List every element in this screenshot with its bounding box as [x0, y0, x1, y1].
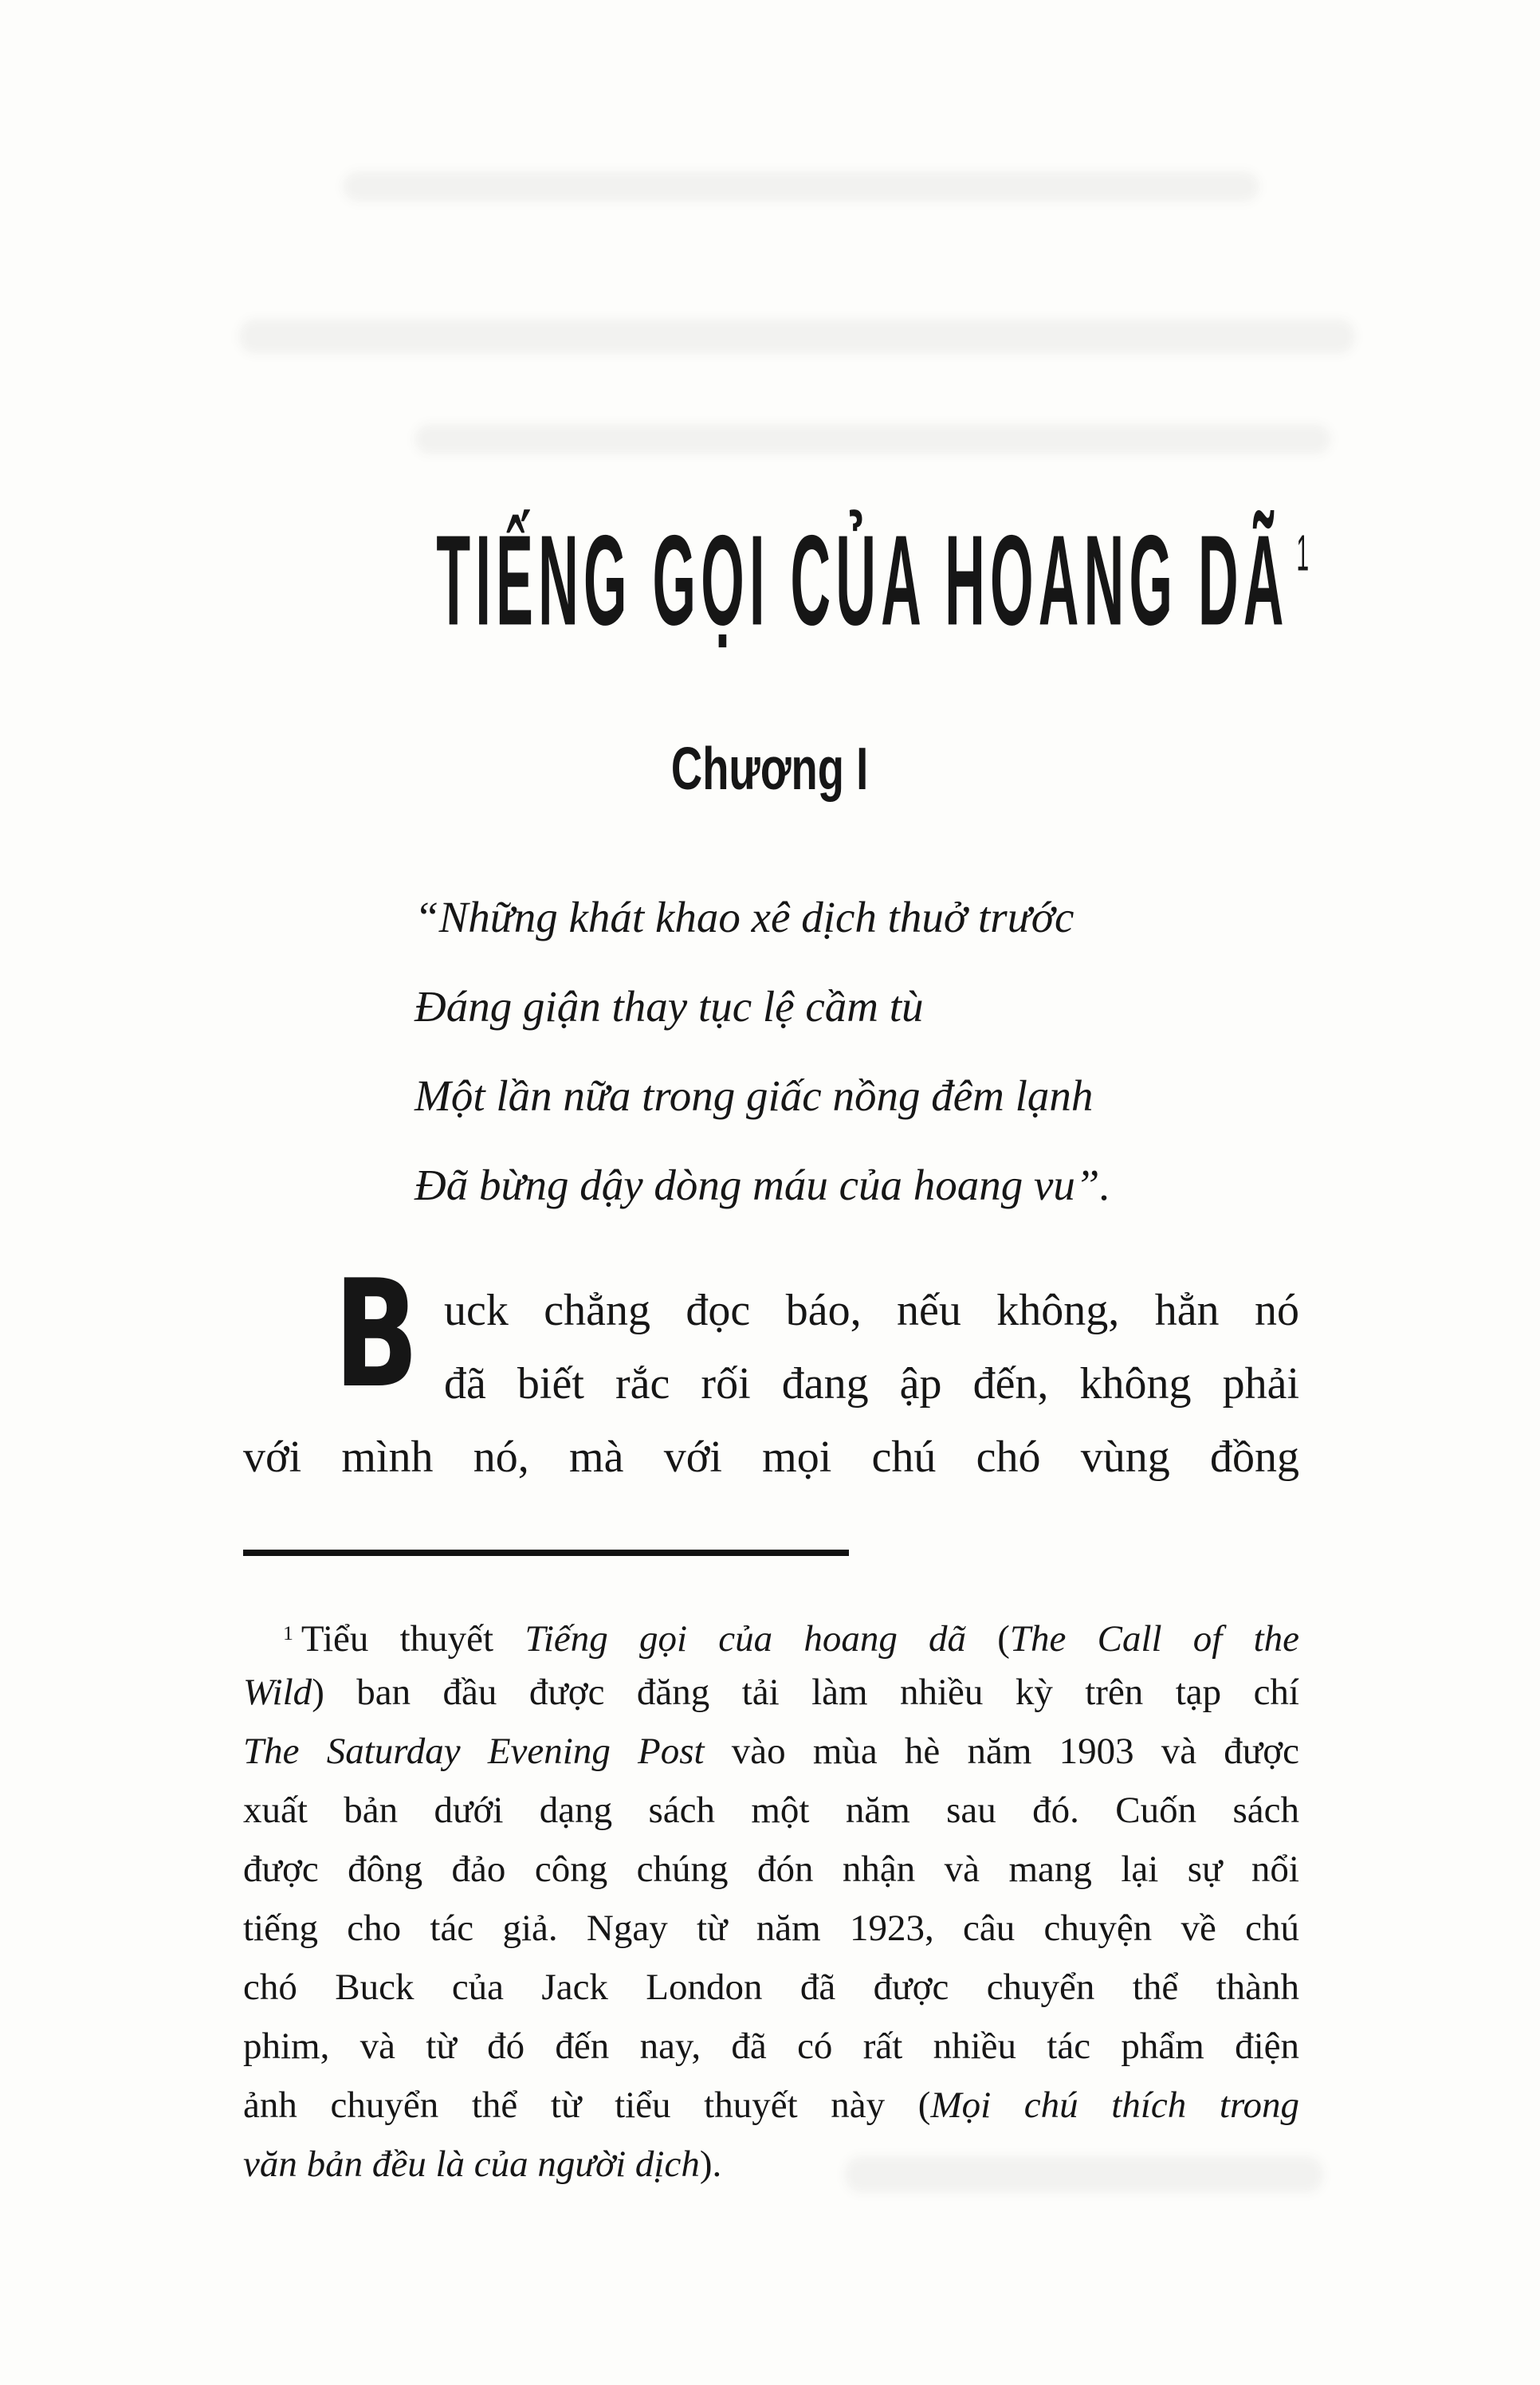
footnote-separator: [243, 1550, 849, 1556]
book-title-text: TIẾNG GỌI CỦA HOANG DÃ: [436, 508, 1289, 652]
body-line-3: với mình nó, mà với mọi chú chó vùng đồng: [243, 1432, 1299, 1482]
chapter-heading: [0, 735, 1540, 803]
drop-cap: [334, 1248, 428, 1420]
title-footnote-marker: 1: [1296, 524, 1310, 582]
footnote-line-2: Wild) ban đầu được đăng tải làm nhiều kỳ trên tạp chí: [243, 1672, 1299, 1713]
body-line-1: uck chẳng đọc báo, nếu không, hẳn nó: [444, 1286, 1299, 1335]
footnote-line-1: $^1$ Tiểu thuyết Tiếng gọi của hoang dã (The Call of the: [283, 1618, 1300, 1660]
footnote: [243, 1604, 1299, 2194]
chapter-heading-text: Chương I: [671, 736, 869, 803]
epigraph-poem: [414, 873, 1110, 1230]
poem-line-3: Một lần nữa trong giấc nồng đêm lạnh: [414, 1071, 1094, 1120]
footnote-line-5: được đông đảo công chúng đón nhận và mang lại sự nổi: [243, 1849, 1299, 1890]
body-paragraph: [243, 1248, 1299, 1494]
poem-line-4: Đã bừng dậy dòng máu của hoang vu”.: [414, 1161, 1111, 1209]
footnote-line-6: tiếng cho tác giả. Ngay từ năm 1923, câu chuyện về chú: [243, 1908, 1299, 1949]
poem-line-1: “Những khát khao xê dịch thuở trước: [414, 893, 1074, 941]
scan-smudge: [414, 424, 1331, 454]
footnote-line-3: The Saturday Evening Post vào mùa hè năm 1903 và được: [243, 1731, 1299, 1772]
scan-smudge: [343, 171, 1259, 202]
footnote-line-4: xuất bản dưới dạng sách một năm sau đó. Cuốn sách: [243, 1790, 1299, 1831]
footnote-line-7: chó Buck của Jack London đã được chuyển thể thành: [243, 1967, 1299, 2008]
book-title-inner: [436, 506, 1309, 654]
footnote-line-10: văn bản đều là của người dịch).: [243, 2143, 722, 2185]
scan-smudge: [239, 319, 1355, 354]
poem-line-2: Đáng giận thay tục lệ cầm tù: [414, 982, 924, 1031]
footnote-line-9: ảnh chuyển thể từ tiểu thuyết này (Mọi chú thích trong: [243, 2084, 1300, 2126]
body-line-2: đã biết rắc rối đang ập đến, không phải: [444, 1359, 1299, 1409]
book-title: [0, 506, 1540, 652]
drop-cap-letter: B: [334, 1248, 419, 1420]
footnote-line-8: phim, và từ đó đến nay, đã có rất nhiều tác phẩm điện: [243, 2025, 1299, 2067]
